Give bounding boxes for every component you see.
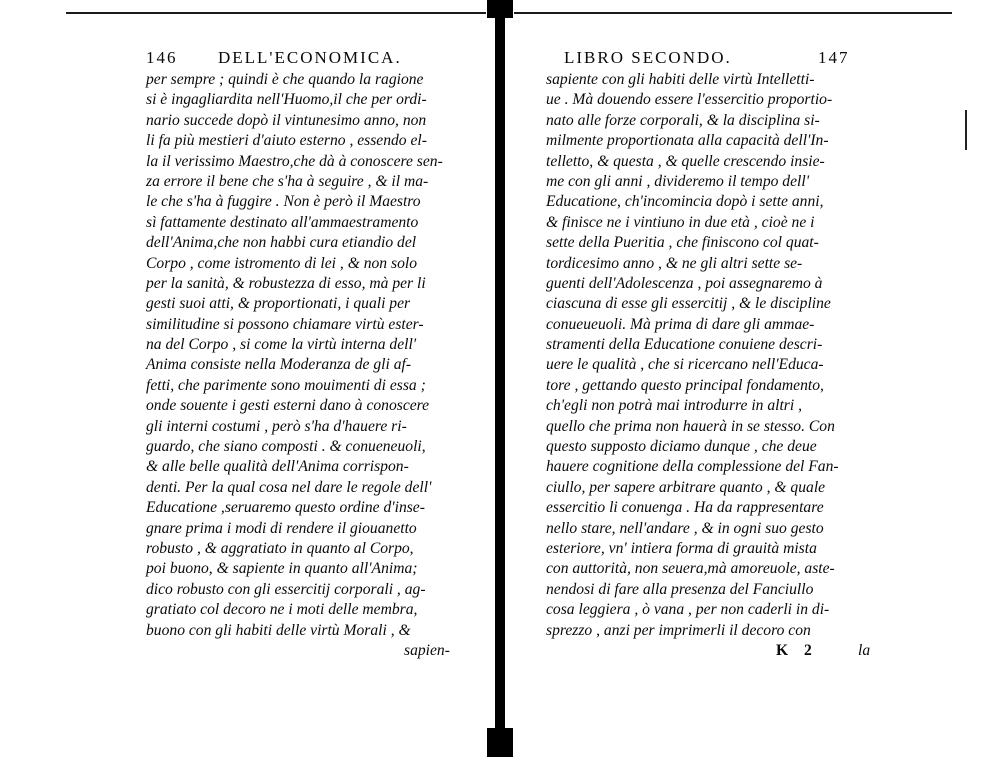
gutter-stem bbox=[495, 18, 505, 728]
left-text-line: guardo, che siano composti . & conueneuoli, bbox=[146, 438, 426, 456]
right-text-line: ciullo, per sapere arbitrare quanto , & quale bbox=[546, 478, 826, 496]
left-text-line: gesti suoi atti, & proportionati, i quali per bbox=[146, 295, 411, 313]
right-text-line: esteriore, vn' intiera forma di grauità mista bbox=[546, 539, 817, 557]
right-text-line: sprezzo , anzi per imprimerli il decoro con bbox=[546, 621, 811, 639]
left-text-line: gratiato col decoro ne i moti delle membra, bbox=[146, 601, 418, 619]
left-text-line: Anima consiste nella Moderanza de gli af- bbox=[146, 356, 412, 374]
right-text-line: cosa leggiera , ò vana , per non caderli in di- bbox=[546, 601, 830, 619]
right-text-line: tore , gettando questo principal fondamento, bbox=[546, 376, 824, 394]
left-text-line: za errore il bene che s'ha à seguire , & il ma- bbox=[146, 172, 429, 190]
right-page-number: 147 bbox=[818, 48, 850, 67]
left-text-line: denti. Per la qual cosa nel dare le regole dell' bbox=[146, 478, 432, 496]
left-page-number: 146 bbox=[146, 48, 178, 67]
left-text-line: gli interni costumi , però s'ha d'hauere ri- bbox=[146, 417, 407, 435]
left-text-line: per sempre ; quindi è che quando la ragione bbox=[146, 71, 424, 88]
left-text-line: na del Corpo , si come la virtù interna dell' bbox=[146, 336, 417, 354]
left-text-line: gnare prima i modi di rendere il giouanetto bbox=[146, 519, 417, 537]
right-page bbox=[546, 48, 886, 659]
right-text-line: guenti dell'Adolescenza , poi assegnaremo à bbox=[546, 274, 823, 292]
left-text-line: la il verissimo Maestro,che dà à conoscere sen- bbox=[146, 152, 443, 170]
page-edge-mark bbox=[965, 110, 967, 150]
left-running-head: DELL'ECONOMICA. bbox=[218, 48, 402, 67]
right-text-line: quello che prima non hauerà in se stesso. Con bbox=[546, 417, 835, 435]
right-text-line: & finisce ne i vintiuno in due età , cioè ne i bbox=[546, 213, 815, 231]
left-header bbox=[146, 48, 482, 70]
right-text-line: me con gli anni , divideremo il tempo dell' bbox=[546, 172, 810, 190]
left-text-line: nario succede dopò il vintunesimo anno, non bbox=[146, 111, 427, 129]
left-text-line: poi buono, & sapiente in quanto all'Anima; bbox=[146, 560, 418, 578]
right-text-line: hauere cognitione della complessione del Fan- bbox=[546, 458, 839, 476]
left-text-line: sì fattamente destinato all'ammaestramento bbox=[146, 213, 419, 231]
left-text-line: dico robusto con gli essercitij corporali , ag- bbox=[146, 580, 426, 598]
right-catchword: la bbox=[858, 642, 871, 659]
left-text-line: onde souente i gesti esterni dano à conoscere bbox=[146, 397, 430, 415]
left-text-line: robusto , & aggratiato in quanto al Corpo, bbox=[146, 539, 414, 557]
right-text-line: nato alle forze corporali, & la disciplina si- bbox=[546, 111, 820, 129]
right-text-line: questo supposto diciamo dunque , che deue bbox=[546, 438, 817, 456]
right-text-line: stramenti della Educatione conuiene descri- bbox=[546, 336, 823, 354]
top-rule-left bbox=[66, 12, 486, 14]
right-text-line: essercitio li conuenga . Ha da rappresentare bbox=[546, 499, 824, 517]
right-header bbox=[546, 48, 886, 70]
right-text-line: uere le qualità , che si ricercano nell'Educa- bbox=[546, 356, 824, 374]
right-text-line: nello stare, nell'andare , & in ogni suo gesto bbox=[546, 519, 824, 537]
signature-mark: K 2 bbox=[776, 642, 818, 659]
left-text-line: similitudine si possono chiamare virtù ester- bbox=[146, 315, 424, 333]
right-text-line: conueueuoli. Mà prima di dare gli ammae- bbox=[546, 315, 815, 333]
right-text-line: nendosi di fare alla presenza del Fanciullo bbox=[546, 580, 814, 598]
left-catchword: sapien- bbox=[404, 642, 450, 659]
left-text-line: Educatione ,seruaremo questo ordine d'inse- bbox=[146, 499, 425, 517]
left-text-line: per la sanità, & robustezza di esso, mà per li bbox=[146, 274, 426, 292]
right-text-line: ch'egli non potrà mai introdurre in altri , bbox=[546, 397, 803, 415]
left-text-line: li fa più mestieri d'aiuto esterno , essendo el- bbox=[146, 132, 427, 150]
left-text-line: fetti, che parimente sono mouimenti di essa ; bbox=[146, 376, 426, 394]
gutter-foot bbox=[487, 728, 513, 757]
left-page bbox=[146, 48, 482, 659]
left-text-line: & alle belle qualità dell'Anima corrispon- bbox=[146, 458, 409, 476]
right-text-line: Educatione, ch'incominciа dopò i sette anni, bbox=[546, 193, 824, 211]
left-body-text bbox=[146, 70, 443, 641]
left-text-line: si è ingagliardita nell'Huomo,il che per ordi- bbox=[146, 91, 427, 109]
right-text-line: milmente proportionata alla capacità dell'In- bbox=[546, 132, 829, 150]
right-text-line: con auttorità, non seuera,mà amoreuole, aste- bbox=[546, 560, 835, 578]
binding-gutter bbox=[487, 0, 513, 757]
right-text-line: ue . Mà douendo essere l'essercitio proportio- bbox=[546, 91, 833, 109]
right-text-line: telletto, & questa , & quelle crescendo insie- bbox=[546, 152, 825, 170]
left-text-line: dell'Anima,che non habbi cura etiandio del bbox=[146, 234, 417, 252]
gutter-top bbox=[487, 0, 513, 18]
right-text-line: sapiente con gli habiti delle virtù Intelletti- bbox=[546, 71, 815, 88]
left-text-line: le che s'ha à fuggire . Non è però il Maestro bbox=[146, 193, 421, 211]
left-text-line: Corpo , come istromento di lei , & non solo bbox=[146, 254, 418, 272]
left-text-line: buono con gli habiti delle virtù Morali , & bbox=[146, 621, 411, 639]
right-body-text bbox=[546, 70, 839, 641]
right-text-line: ciascuna di esse gli essercitij , & le discipline bbox=[546, 295, 831, 313]
right-text-line: tordicesimo anno , & ne gli altri sette se- bbox=[546, 254, 803, 272]
top-rule-right bbox=[514, 12, 952, 14]
right-text-line: sette della Pueritia , che finiscono col quat- bbox=[546, 234, 819, 252]
right-running-head: LIBRO SECONDO. bbox=[564, 48, 732, 67]
